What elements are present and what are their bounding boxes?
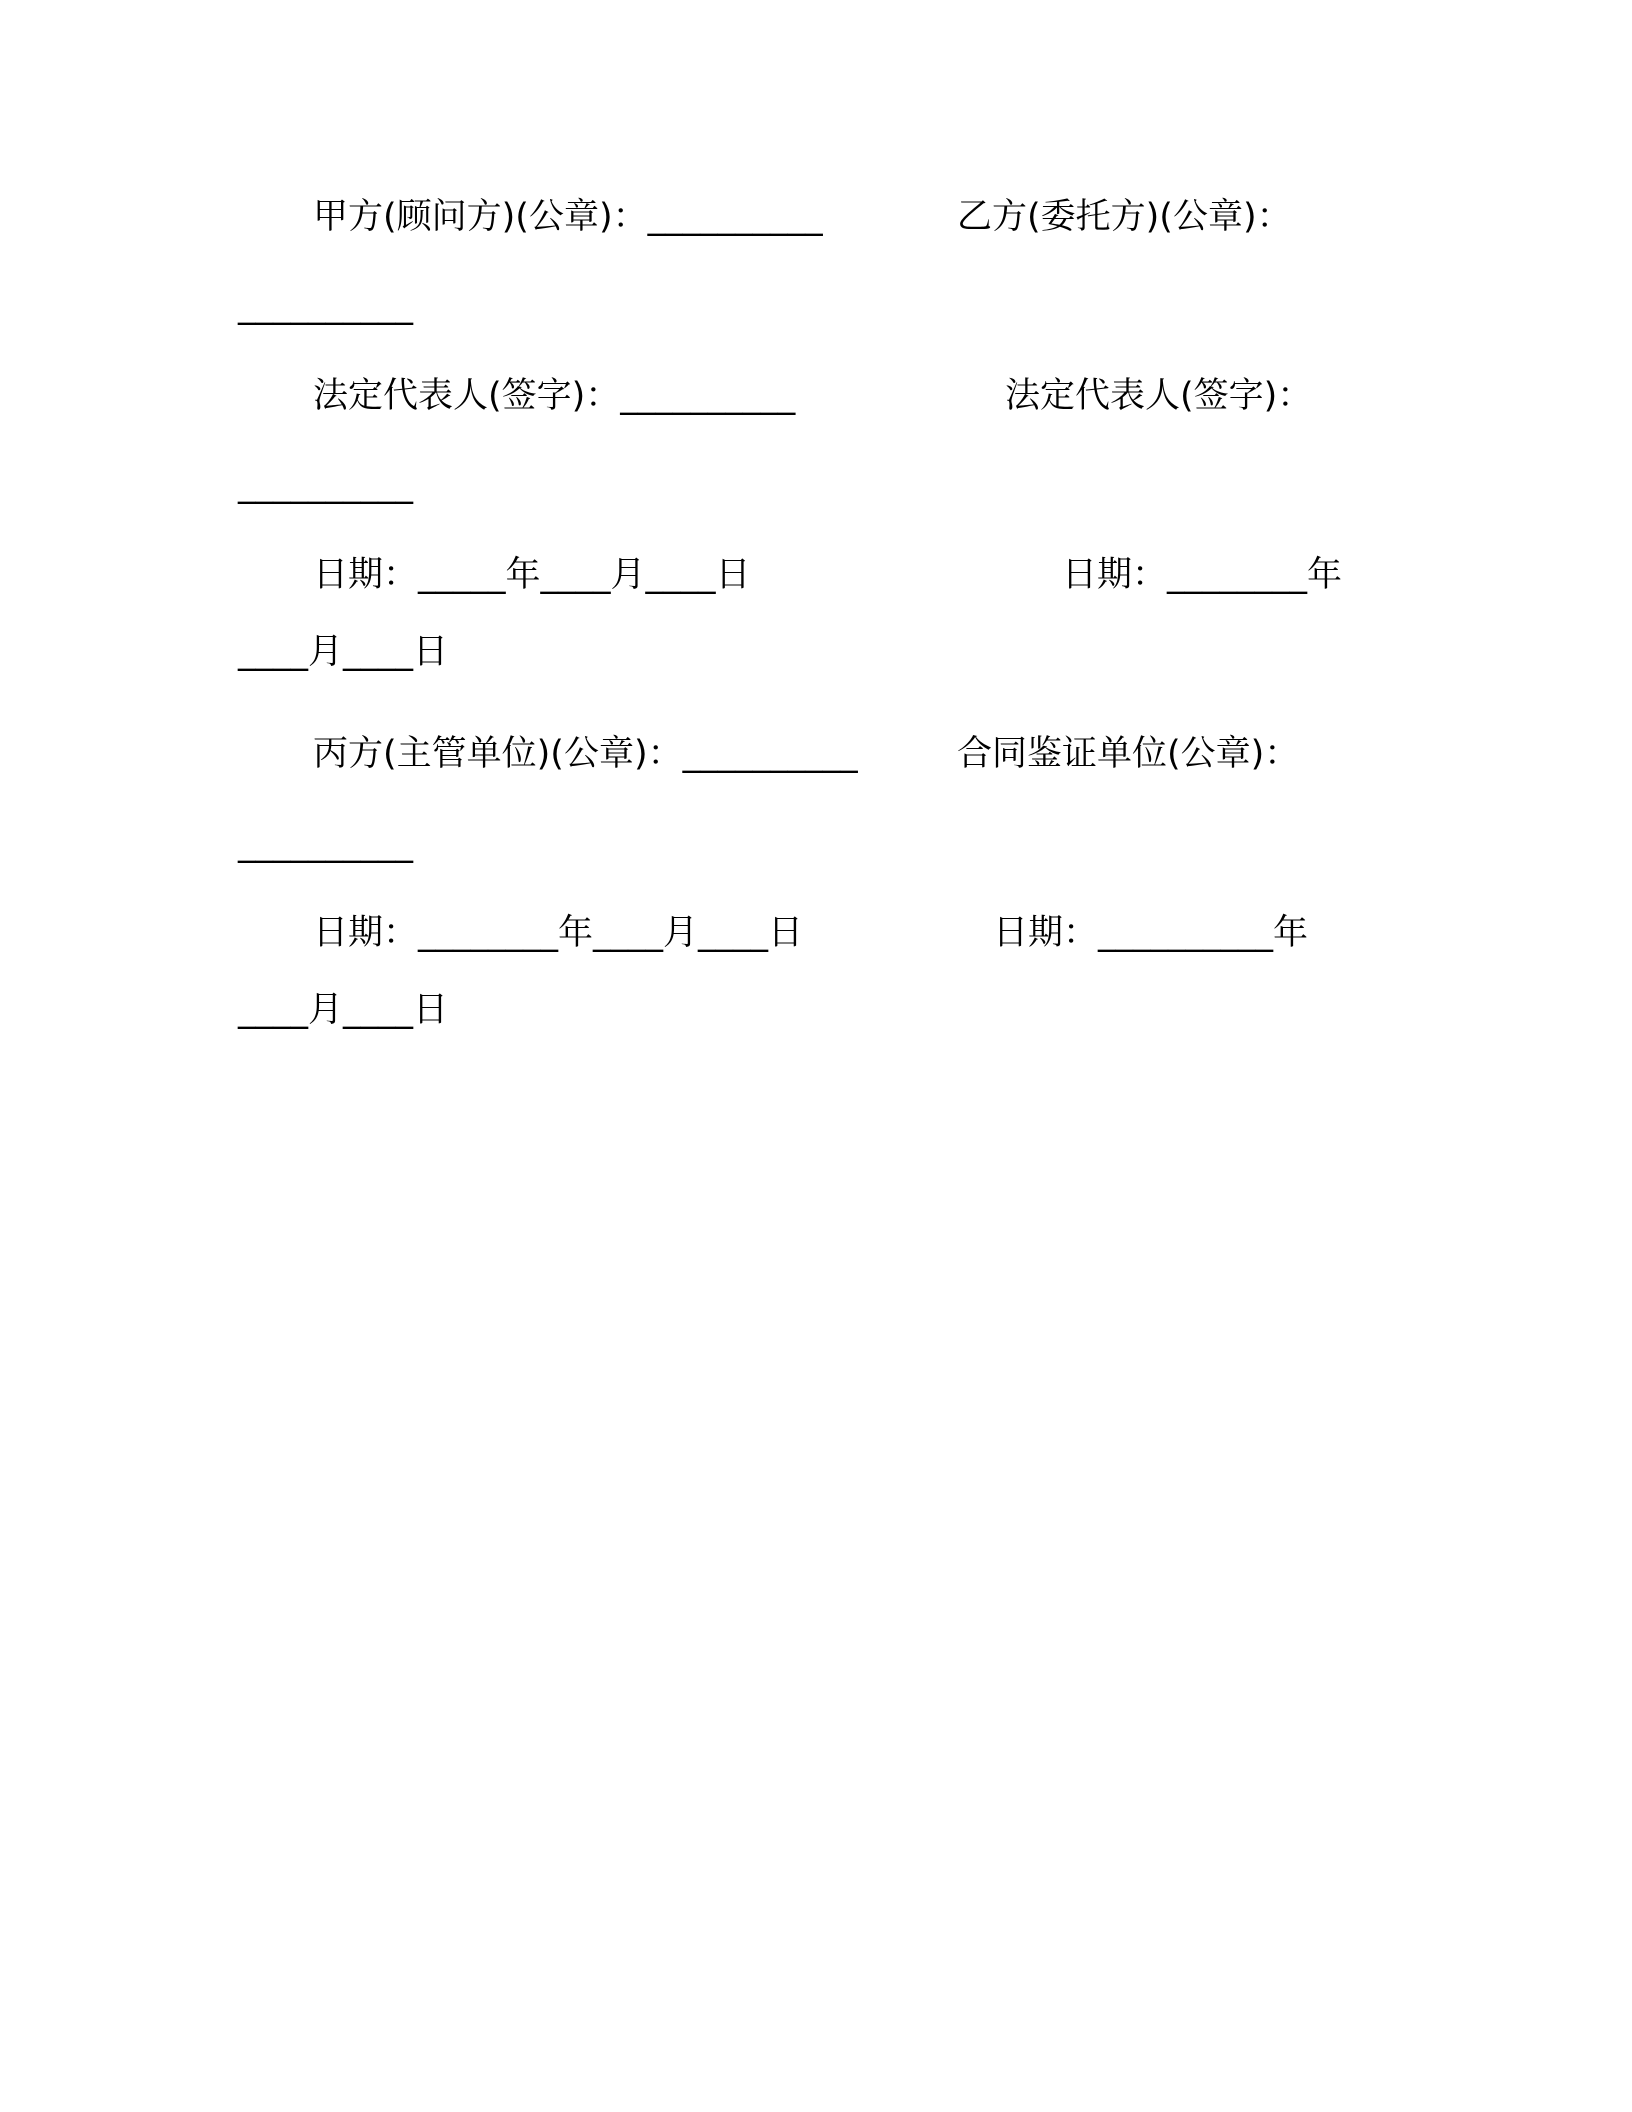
party-b-seal-blank: __________	[238, 286, 413, 326]
party-b-rep-label: 法定代表人(签字)：	[1005, 376, 1313, 416]
party-c-date-field: 日期：________年____月____日	[313, 913, 804, 953]
party-b-rep-blank: __________	[238, 465, 413, 505]
party-b-seal-label: 乙方(委托方)(公章)：	[957, 197, 1292, 237]
verification-date-field: 日期：__________年	[993, 913, 1309, 953]
party-a-seal-field: 甲方(顾问方)(公章)：__________	[313, 197, 823, 237]
party-b-date-continued: ____月____日	[238, 632, 449, 672]
verification-seal-label: 合同鉴证单位(公章)：	[957, 734, 1300, 774]
party-a-date-field: 日期：_____年____月____日	[313, 555, 751, 595]
verification-seal-blank: __________	[238, 824, 413, 864]
party-b-date-field: 日期：________年	[1062, 555, 1343, 595]
party-a-rep-field: 法定代表人(签字)：__________	[313, 376, 796, 416]
verification-date-continued: ____月____日	[238, 990, 449, 1030]
party-c-seal-field: 丙方(主管单位)(公章)：__________	[313, 734, 858, 774]
